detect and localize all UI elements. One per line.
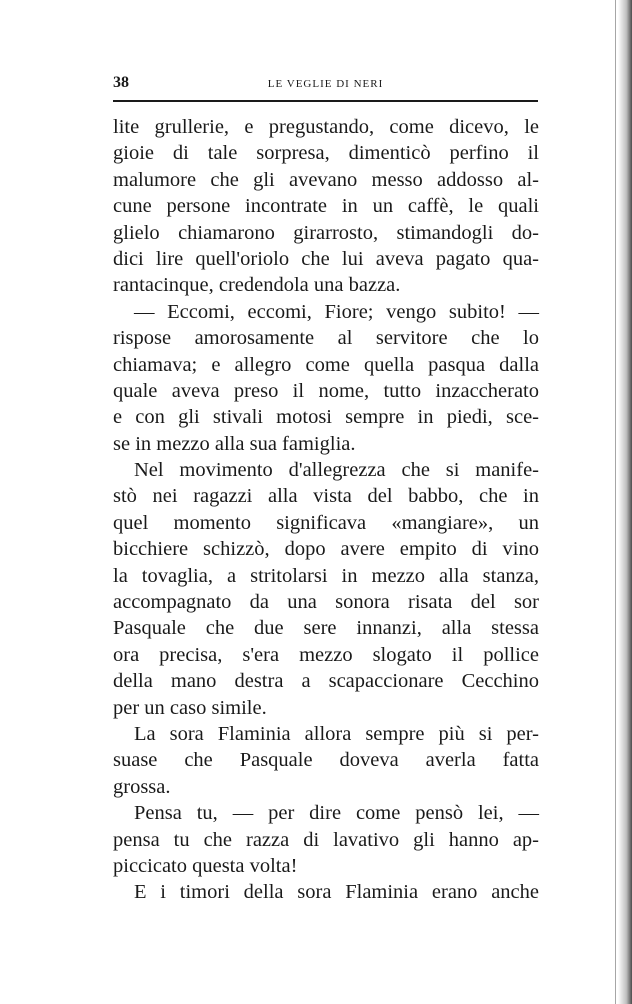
text-line: quel momento significava «mangiare», un	[113, 511, 539, 534]
text-line: la tovaglia, a stritolarsi in mezzo alla stanza,	[113, 564, 539, 587]
text-line: grossa.	[113, 775, 171, 798]
paragraph	[113, 457, 539, 721]
text-line: Pensa tu, — per dire come pensò lei, —	[134, 802, 539, 825]
text-line: accompagnato da una sonora risata del sor	[113, 591, 539, 614]
page-header	[113, 74, 538, 94]
paragraph	[113, 721, 539, 800]
text-line: Pasquale che due sere innanzi, alla stessa	[113, 617, 539, 640]
paragraph	[113, 800, 539, 879]
text-line: bicchiere schizzò, dopo avere empito di vino	[113, 538, 539, 561]
text-line: lite grullerie, e pregustando, come dicevo, le	[113, 116, 539, 138]
header-rule	[113, 100, 538, 102]
text-line: se in mezzo alla sua famiglia.	[113, 432, 356, 455]
text-line: stò nei ragazzi alla vista del babbo, che in	[113, 485, 539, 508]
text-line: per un caso simile.	[113, 696, 267, 719]
paragraph	[113, 879, 539, 905]
text-line: ora precisa, s'era mezzo slogato il pollice	[113, 643, 539, 666]
text-line: La sora Flaminia allora sempre più si per-	[134, 722, 539, 745]
text-line: gioie di tale sorpresa, dimenticò perfino il	[113, 142, 539, 165]
page-edge-shadow	[618, 0, 632, 1004]
text-line: dici lire quell'oriolo che lui aveva pagato qua-	[113, 247, 539, 270]
running-title: LE VEGLIE DI NERI	[267, 78, 384, 90]
page-number: 38	[113, 74, 129, 91]
paragraph	[113, 299, 539, 457]
text-line: malumore che gli avevano messo addosso al-	[113, 168, 539, 191]
paragraph	[113, 114, 539, 299]
text-line: — Eccomi, eccomi, Fiore; vengo subito! —	[134, 300, 539, 323]
text-line: chiamava; e allegro come quella pasqua dalla	[113, 353, 539, 376]
text-line: cune persone incontrate in un caffè, le quali	[113, 195, 539, 218]
text-line: pensa tu che razza di lavativo gli hanno ap-	[113, 828, 539, 851]
page-edge-line	[615, 0, 616, 1004]
text-line: rantacinque, credendola una bazza.	[113, 274, 401, 297]
text-line: Nel movimento d'allegrezza che si manife-	[134, 459, 539, 482]
text-line: glielo chiamarono girarrosto, stimandogli do-	[113, 221, 539, 244]
text-line: piccicato questa volta!	[113, 854, 298, 877]
text-line: e con gli stivali motosi sempre in piedi, sce-	[113, 406, 539, 429]
text-line: quale aveva preso il nome, tutto inzaccherato	[113, 379, 539, 402]
body-text	[113, 114, 539, 906]
text-line: E i timori della sora Flaminia erano anche	[134, 881, 539, 904]
text-line: rispose amorosamente al servitore che lo	[113, 327, 539, 350]
text-line: suase che Pasquale doveva averla fatta	[113, 749, 539, 772]
text-line: della mano destra a scapaccionare Cecchino	[113, 670, 539, 693]
